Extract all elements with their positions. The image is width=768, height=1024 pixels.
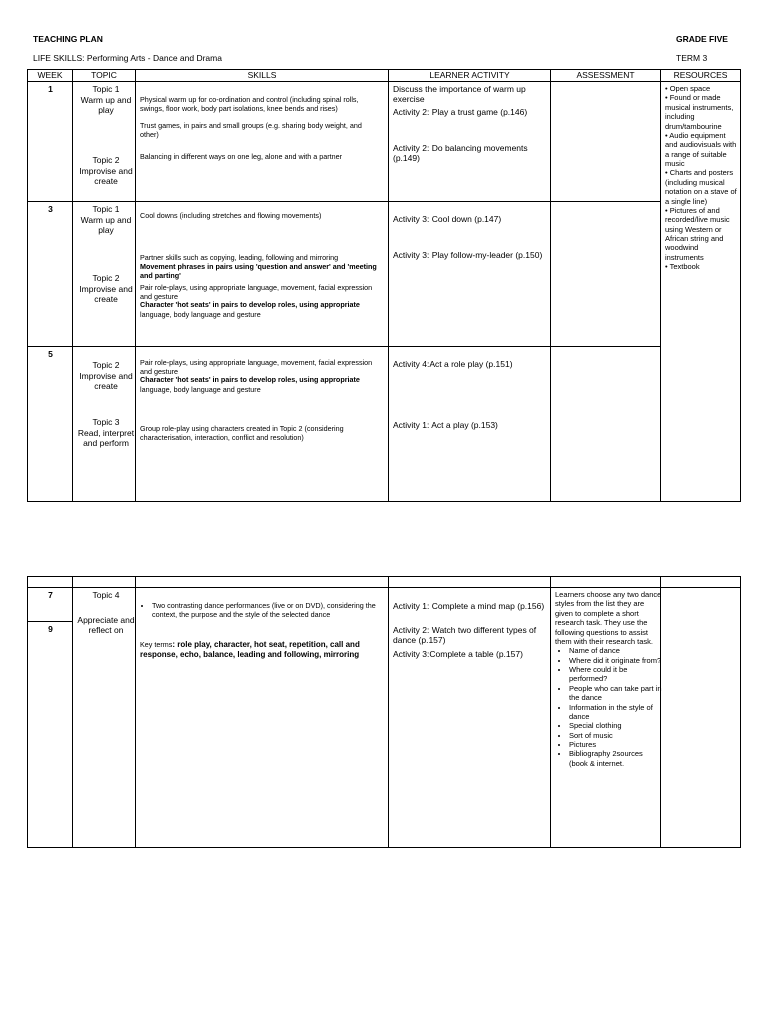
doc-title: TEACHING PLAN [33, 34, 103, 44]
resource-item: • Textbook [665, 262, 700, 272]
list-item: • Special clothing [569, 721, 663, 730]
topic-label: Topic 3 [92, 417, 120, 427]
activity-text: Activity 2: Watch two different types of dance (p.157) [393, 625, 537, 646]
skill-text: Pair role-plays, using appropriate language, movement, facial expression and gesture [140, 358, 373, 376]
skill-text: Partner skills such as copying, leading, following and mirroring [140, 253, 339, 262]
key-terms [140, 640, 380, 659]
table-row [28, 202, 741, 347]
topic-name: Improvise and create [79, 166, 133, 187]
key-terms-label: Key terms [140, 640, 173, 649]
skill-text: Character 'hot seats' in pairs to develop roles, using appropriate [140, 300, 360, 309]
topic-label: Topic 4 [92, 590, 120, 600]
resource-item: • Open space [665, 84, 711, 93]
table-header-row [28, 70, 741, 82]
assessment-intro: Learners choose any two dance styles from the list they are given to complete a short research task. They use the following questions to assist them with their research task. [555, 590, 662, 646]
topic-name: Warm up and play [80, 215, 132, 236]
skill-text: language, body language and gesture [140, 310, 261, 319]
resource-item: • Found or made musical instruments, including drum/tambourine [665, 93, 734, 131]
skill-text: Physical warm up for co-ordination and control (including spinal rolls, swings, floor work, body part isolations, knee bends and rises) [140, 95, 359, 113]
skill-text: language, body language and gesture [140, 385, 261, 394]
column-header-topic: TOPIC [73, 70, 136, 82]
skill-bullet-list [140, 601, 384, 619]
topic-name: Appreciate and reflect on [77, 615, 135, 636]
skill-text: Movement phrases in pairs using 'question and answer' and 'meeting and parting' [140, 262, 377, 280]
topic-name: Improvise and create [79, 371, 133, 392]
activity-text: Activity 3: Play follow-my-leader (p.150) [393, 250, 543, 260]
assessment-task [555, 590, 663, 768]
list-item: • Where did it originate from? [569, 656, 663, 665]
assessment-question-list [555, 646, 663, 768]
list-item: • Information in the style of dance [569, 703, 663, 722]
resource-item: • Charts and posters (including musical notation on a stave of a single line) [665, 168, 737, 206]
week-divider [28, 621, 73, 622]
resource-item: • Pictures of and recorded/live music using Western or African string and woodwind instruments [665, 205, 730, 262]
column-header-skills: SKILLS [136, 70, 389, 82]
list-item: • Pictures [569, 740, 663, 749]
topic-label: Topic 1 [92, 84, 120, 94]
skill-text: Trust games, in pairs and small groups (e.g. sharing body weight, and other) [140, 121, 362, 139]
subject-label: LIFE SKILLS: Performing Arts - Dance and Drama [33, 53, 222, 63]
week-number: 9 [48, 624, 53, 634]
week-number: 1 [48, 84, 53, 94]
topic-label: Topic 1 [92, 204, 120, 214]
activity-text: Activity 1: Complete a mind map (p.156) [393, 601, 545, 611]
table-row [28, 588, 741, 848]
resource-item: • Audio equipment and audiovisuals with a range of suitable music [665, 130, 737, 168]
activity-text: Discuss the importance of warm up exercise [393, 84, 526, 105]
skill-bullet: • Two contrasting dance performances (live or on DVD), considering the context, the purpose and the style of the selected dance [152, 601, 384, 619]
skill-text: Group role-play using characters created in Topic 2 (considering characterisation, interaction, conflict and resolution) [140, 424, 344, 442]
column-header-week: WEEK [28, 70, 73, 82]
table-row [28, 347, 741, 502]
activity-text: Activity 2: Play a trust game (p.146) [393, 107, 528, 117]
column-header-resources: RESOURCES [661, 70, 741, 82]
list-item: • Name of dance [569, 646, 663, 655]
activity-text: Activity 3:Complete a table (p.157) [393, 649, 523, 659]
week-number: 3 [48, 204, 53, 214]
skill-text: Pair role-plays, using appropriate language, movement, facial expression and gesture [140, 283, 373, 301]
column-header-learner-activity: LEARNER ACTIVITY [389, 70, 551, 82]
key-terms-list: : role play, character, hot seat, repetition, call and response, echo, balance, leading and following, mirroring [140, 640, 360, 659]
skill-text: Balancing in different ways on one leg, alone and with a partner [140, 152, 343, 161]
topic-name: Warm up and play [80, 95, 132, 116]
week-number: 7 [48, 590, 53, 600]
activity-text: Activity 4:Act a role play (p.151) [393, 359, 513, 369]
table-row [28, 82, 741, 202]
topic-name: Read, interpret and perform [77, 428, 135, 449]
column-header-assessment: ASSESSMENT [551, 70, 661, 82]
teaching-plan-table [27, 69, 741, 502]
list-item: • Where could it be performed? [569, 665, 663, 684]
activity-text: Activity 2: Do balancing movements (p.149) [393, 143, 528, 164]
table-blank-row [28, 577, 741, 588]
week-number: 5 [48, 349, 53, 359]
topic-label: Topic 2 [92, 273, 120, 283]
list-item: • People who can take part in the dance [569, 684, 663, 703]
skill-text: Character 'hot seats' in pairs to develop roles, using appropriate [140, 375, 360, 384]
topic-label: Topic 2 [92, 360, 120, 370]
topic-name: Improvise and create [79, 284, 133, 305]
term-label: TERM 3 [676, 53, 708, 63]
topic-label: Topic 2 [92, 155, 120, 165]
activity-text: Activity 1: Act a play (p.153) [393, 420, 498, 430]
list-item: • Sort of music [569, 731, 663, 740]
teaching-plan-table-2 [27, 576, 741, 848]
grade-label: GRADE FIVE [676, 34, 728, 44]
skill-text: Cool downs (including stretches and flowing movements) [140, 211, 322, 220]
activity-text: Activity 3: Cool down (p.147) [393, 214, 502, 224]
resources-list [665, 84, 739, 272]
list-item: • Bibliography 2sources (book & internet. [569, 749, 663, 768]
